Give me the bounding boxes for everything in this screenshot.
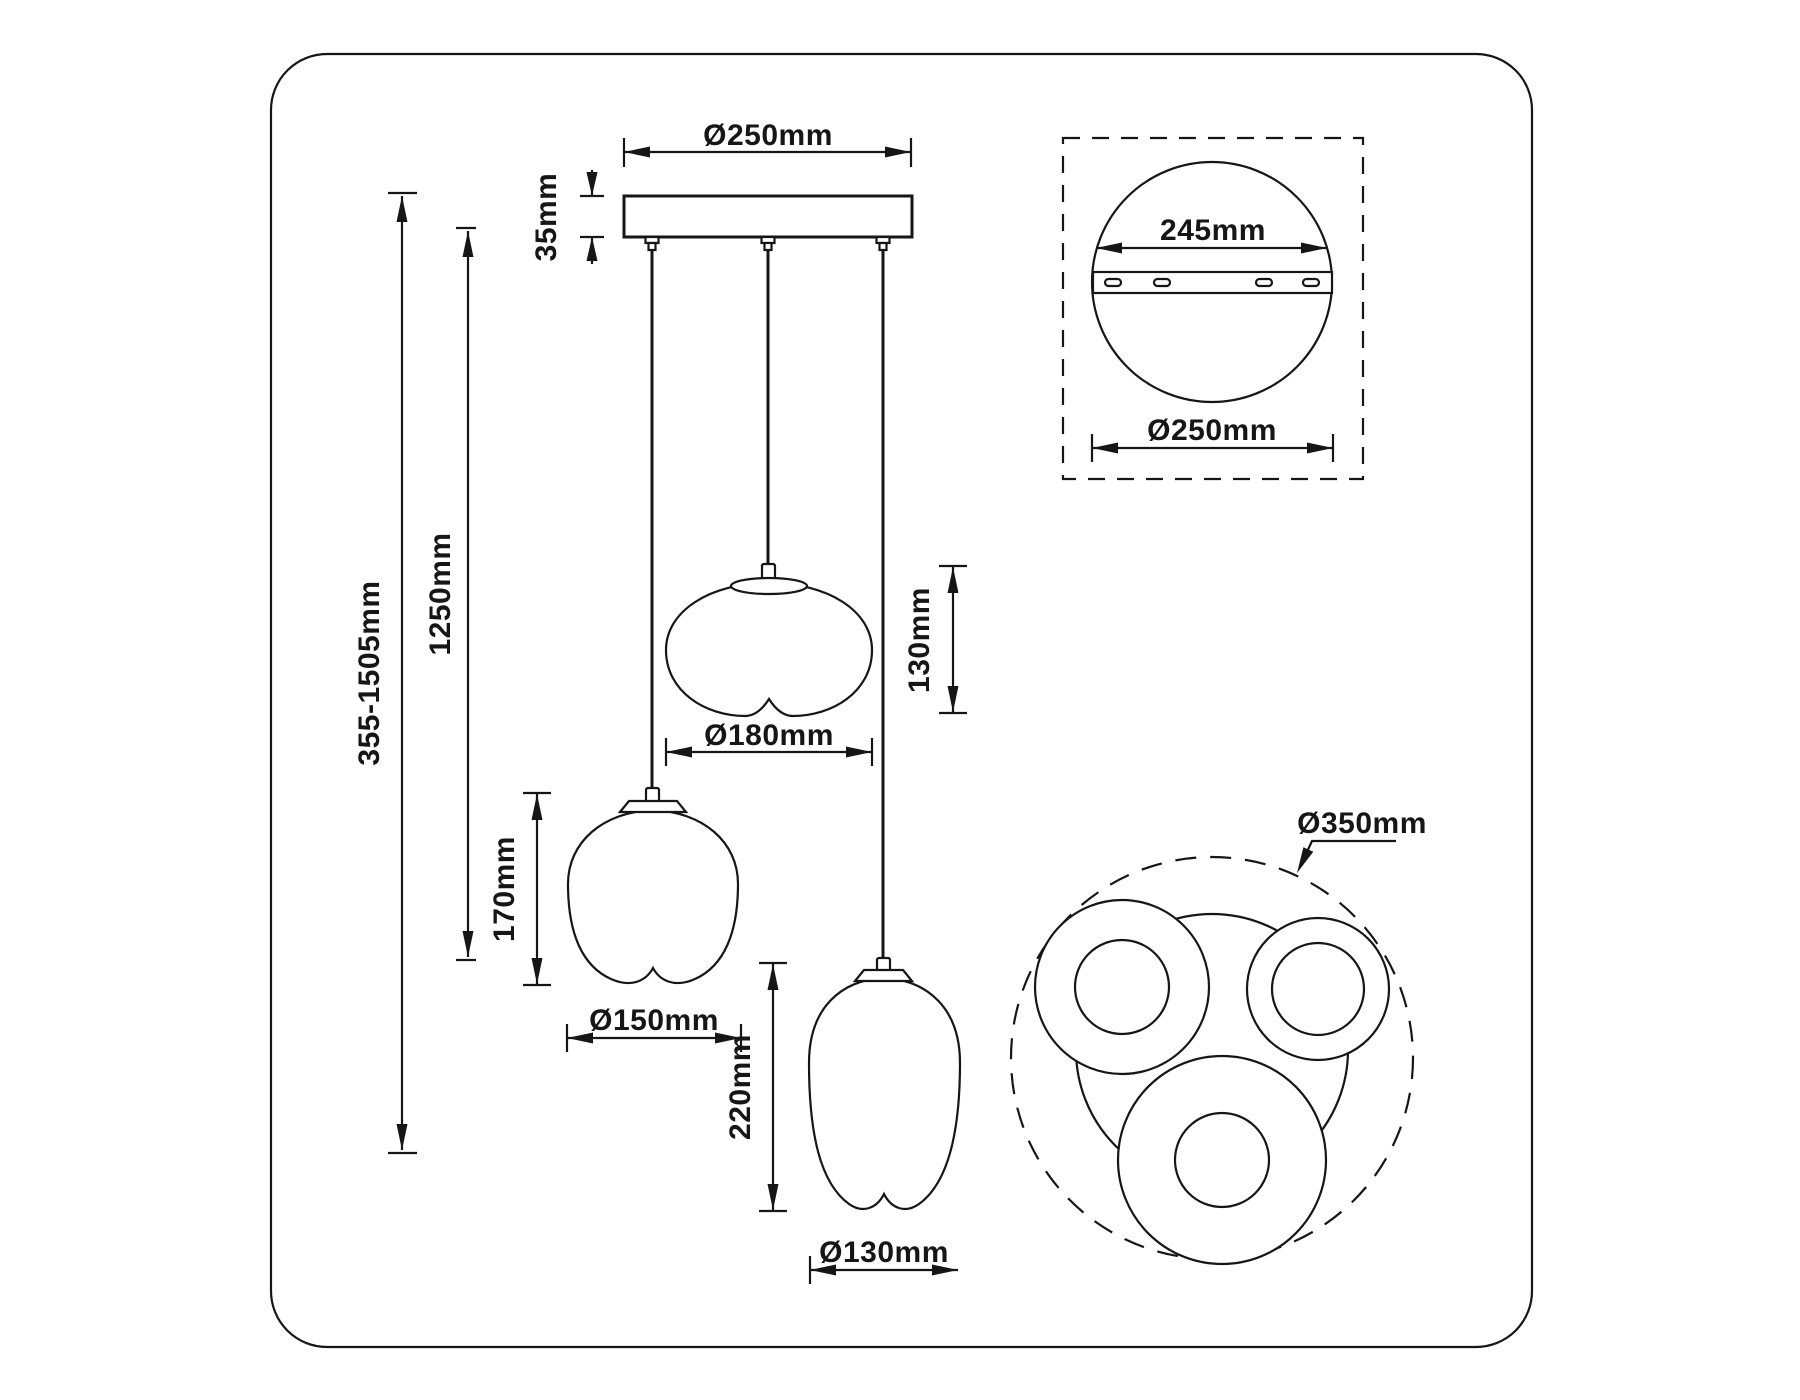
arrowhead [768,964,779,990]
middle-lamp-shade [666,583,872,716]
arrowhead [532,958,543,984]
arrowhead [1297,847,1313,873]
right-lamp-cap [855,970,912,981]
dim-left-lamp-diameter [567,1004,741,1052]
dim-mid-lamp-height [903,566,967,713]
left-lamp-height-label: 170mm [488,836,521,942]
arrowhead [768,1184,779,1210]
cluster-diameter-label: Ø350mm [1297,807,1427,840]
front-view [353,119,967,1284]
arrowhead [1301,243,1327,254]
mounting-bracket [1093,272,1332,293]
dim-cluster-diameter [1297,807,1427,873]
lamp-socket [1175,1113,1269,1207]
arrowhead [948,686,959,712]
dim-canopy-height [530,170,604,264]
left-lamp-bottom-ring [1035,900,1209,1074]
overall-height-label: 355-1505mm [353,580,386,766]
arrowhead [1307,443,1333,454]
arrowhead [885,147,911,158]
arrowhead [666,747,692,758]
arrowhead [587,172,598,196]
lamp-socket [1075,940,1169,1034]
left-lamp [568,788,738,983]
bottom-lamp-bottom-ring [1118,1056,1326,1264]
dim-right-lamp-diameter [810,1236,958,1284]
arrowhead [463,931,474,957]
ceiling-canopy [624,196,912,237]
arrowhead [1096,243,1122,254]
dim-mid-lamp-diameter [666,719,872,766]
arrowhead [397,1124,408,1150]
arrowhead [463,231,474,257]
cord-fitting [649,243,656,250]
cord-fitting [880,243,887,250]
dim-overall-height [353,193,417,1153]
arrowhead [624,147,650,158]
cord-length-label: 1250mm [424,532,457,656]
right-lamp-height-label: 220mm [724,1034,757,1140]
canopy-height-label: 35mm [530,172,563,262]
canopy-cord-fittings [646,237,890,250]
cord-fitting [765,243,772,250]
arrowhead [587,237,598,261]
leader-line [1300,841,1396,867]
dim-plate-diameter [1092,414,1333,462]
middle-lamp [666,564,872,716]
plate-diameter-label: Ø250mm [1147,414,1277,447]
top-view-detail [1063,138,1363,479]
right-lamp [809,958,960,1209]
arrowhead [532,794,543,820]
right-lamp-diameter-label: Ø130mm [819,1236,949,1269]
arrowhead [846,747,872,758]
arrowhead [948,567,959,593]
dim-canopy-diameter [624,119,911,167]
arrowhead [397,196,408,222]
left-lamp-diameter-label: Ø150mm [589,1004,719,1037]
dim-cord-length [424,228,476,960]
canopy-diameter-label: Ø250mm [703,119,833,152]
arrowhead [1092,443,1118,454]
bottom-view-detail [1011,807,1427,1264]
dim-left-lamp-height [488,793,551,985]
right-lamp-shade [809,978,960,1209]
mid-lamp-diameter-label: Ø180mm [704,719,834,752]
dim-bracket-width [1096,214,1327,254]
right-lamp-bottom-ring [1247,918,1389,1060]
middle-lamp-cap [731,578,807,594]
left-lamp-cap [620,801,686,812]
bracket-width-label: 245mm [1160,214,1266,247]
lamp-socket [1272,943,1364,1035]
mid-lamp-height-label: 130mm [903,587,936,693]
dim-right-lamp-height [724,963,787,1211]
left-lamp-shade [568,810,738,983]
